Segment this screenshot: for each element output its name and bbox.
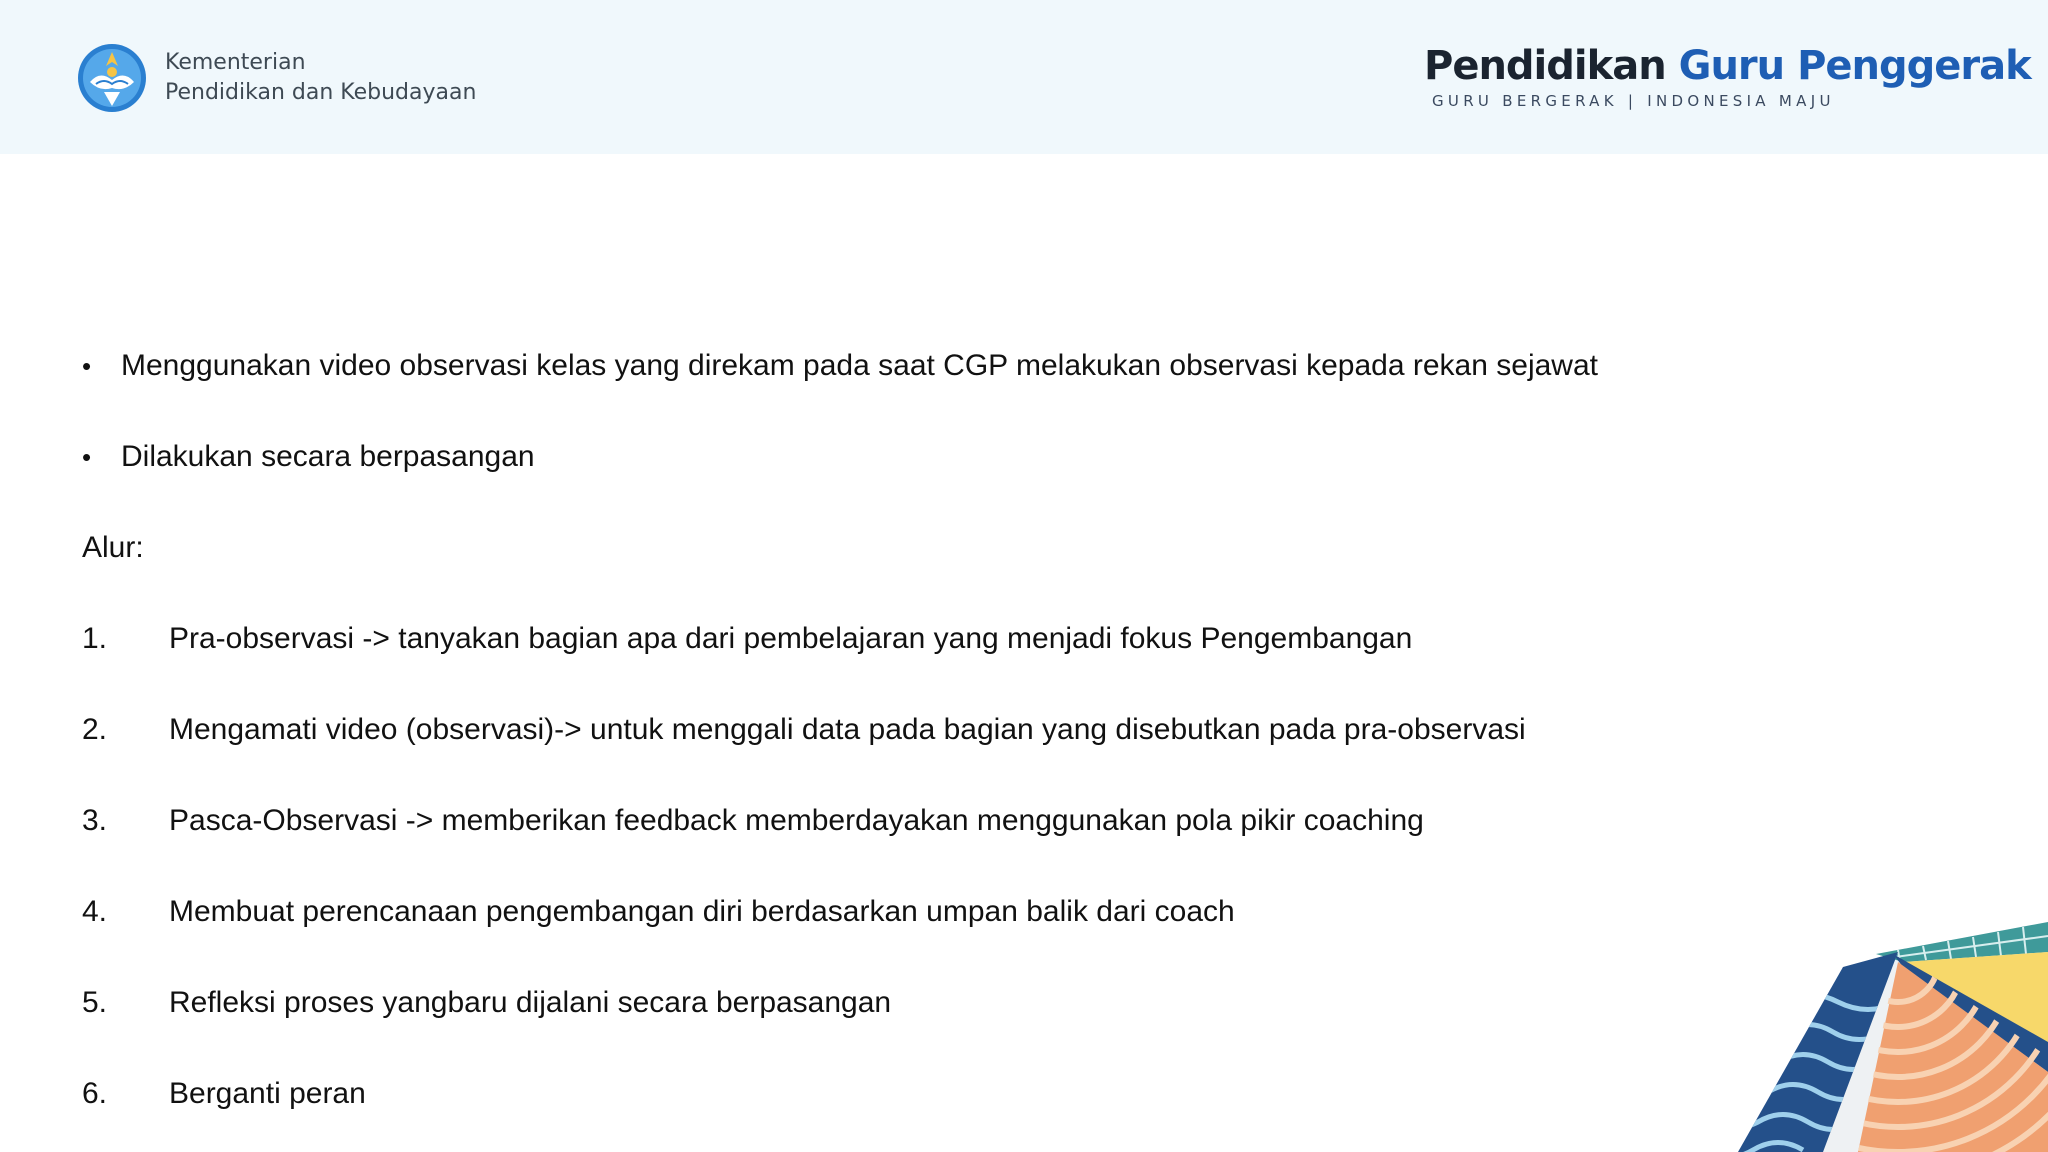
step-number: 4. (82, 895, 108, 928)
bullet-text: Dilakukan secara berpasangan (121, 440, 535, 473)
brand-title (1424, 40, 2031, 92)
step-number: 1. (82, 622, 108, 655)
brand-logo (1424, 40, 2031, 110)
decorative-corner-pattern-icon (1698, 922, 2048, 1152)
brand-word-pendidikan: Pendidikan (1424, 43, 1666, 89)
step-number: 3. (82, 804, 108, 837)
header-bar (0, 0, 2048, 154)
ministry-name (165, 48, 476, 108)
step-text: Mengamati video (observasi)-> untuk menggali data pada bagian yang disebutkan pada pra-observasi (169, 713, 1526, 746)
tut-wuri-handayani-logo-icon (76, 40, 148, 116)
tagline-left: GURU BERGERAK (1432, 92, 1618, 110)
brand-tagline (1424, 92, 1984, 110)
step-text: Pasca-Observasi -> memberikan feedback memberdayakan menggunakan pola pikir coaching (169, 804, 1424, 837)
step-number: 6. (82, 1077, 108, 1110)
tagline-separator: | (1627, 92, 1638, 110)
step-text: Berganti peran (169, 1077, 366, 1110)
step-text: Refleksi proses yangbaru dijalani secara berpasangan (169, 986, 892, 1019)
step-text: Membuat perencanaan pengembangan diri berdasarkan umpan balik dari coach (169, 895, 1235, 928)
step-number: 2. (82, 713, 108, 746)
ministry-line-2: Pendidikan dan Kebudayaan (165, 80, 477, 105)
bullet-marker: • (82, 351, 92, 381)
step-text: Pra-observasi -> tanyakan bagian apa dari pembelajaran yang menjadi fokus Pengembangan (169, 622, 1413, 655)
bullet-marker: • (82, 442, 92, 472)
ministry-line-1: Kementerian (165, 50, 306, 75)
brand-word-guru-penggerak: Guru Penggerak (1678, 43, 2031, 89)
tagline-right: INDONESIA MAJU (1647, 92, 1835, 110)
step-number: 5. (82, 986, 108, 1019)
bullet-text: Menggunakan video observasi kelas yang direkam pada saat CGP melakukan observasi kepada rekan sejawat (121, 349, 1598, 382)
flow-label: Alur: (82, 531, 144, 564)
